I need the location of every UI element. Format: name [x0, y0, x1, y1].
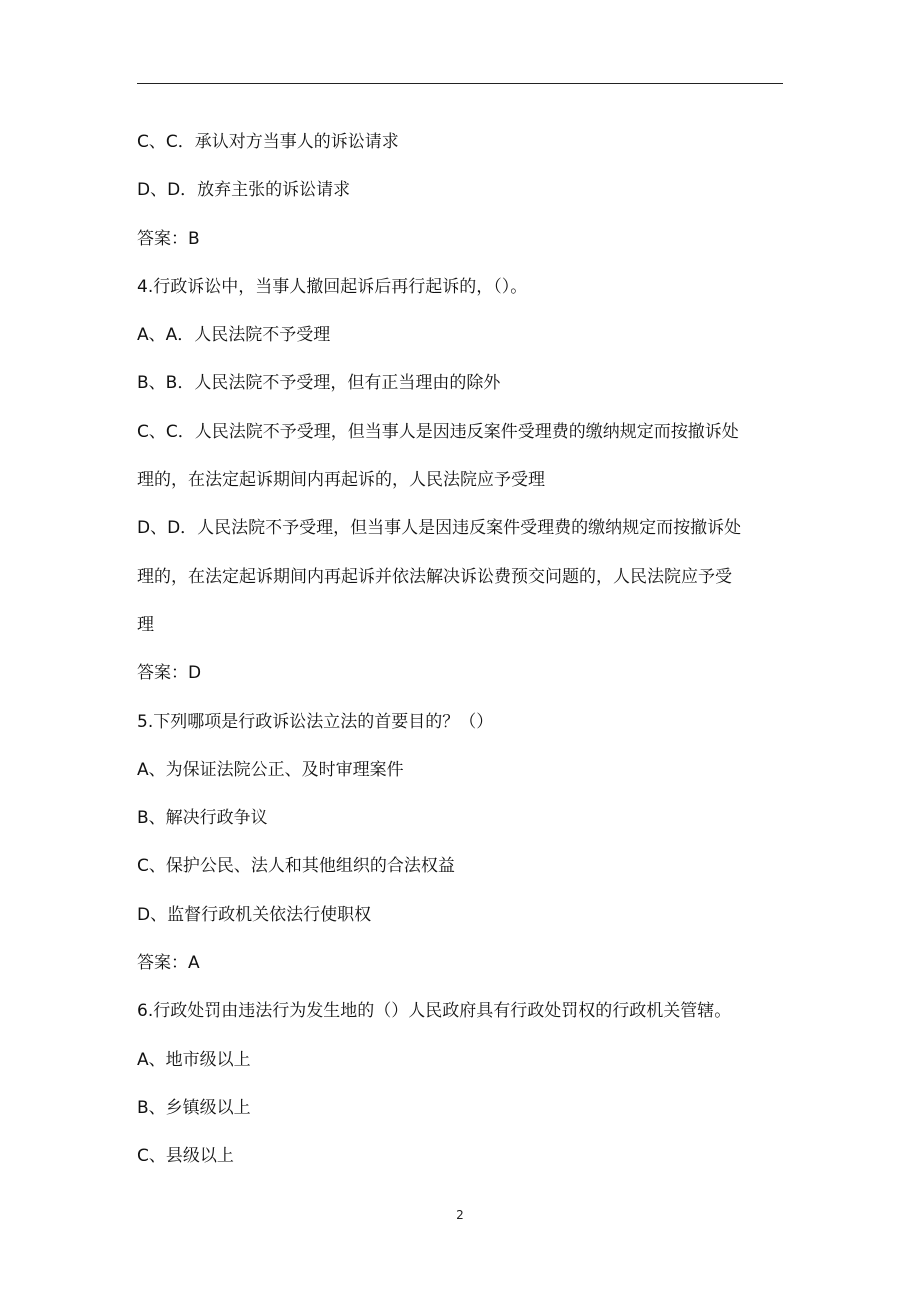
answer-5: 答案：A	[137, 953, 200, 974]
document-body	[137, 118, 785, 1181]
option-4c-line-2: 理的，在法定起诉期间内再起诉的，人民法院应予受理	[137, 470, 545, 491]
option-6a: A、地市级以上	[137, 1049, 251, 1070]
question-5: 5.下列哪项是行政诉讼法立法的首要目的？（）	[137, 711, 494, 732]
option-4c-line-1: C、C．人民法院不予受理，但当事人是因违反案件受理费的缴纳规定而按撤诉处	[137, 421, 739, 442]
page-number: 2	[456, 1208, 464, 1222]
option-3c: C、C．承认对方当事人的诉讼请求	[137, 132, 399, 152]
answer-3: 答案：B	[137, 228, 200, 249]
option-5a: A、为保证法院公正、及时审理案件	[137, 759, 404, 780]
option-6c: C、县级以上	[137, 1146, 234, 1167]
option-4b: B、B．人民法院不予受理，但有正当理由的除外	[137, 373, 501, 394]
option-4d-line-2: 理的，在法定起诉期间内再起诉并依法解决诉讼费预交问题的，人民法院应予受	[137, 566, 732, 587]
option-5b: B、解决行政争议	[137, 808, 268, 829]
option-5d: D、监督行政机关依法行使职权	[137, 904, 372, 925]
question-6: 6.行政处罚由违法行为发生地的（）人民政府具有行政处罚权的行政机关管辖。	[137, 1001, 732, 1022]
option-6b: B、乡镇级以上	[137, 1097, 251, 1118]
option-5c: C、保护公民、法人和其他组织的合法权益	[137, 856, 455, 877]
option-4d-line-1: D、D．人民法院不予受理，但当事人是因违反案件受理费的缴纳规定而按撤诉处	[137, 518, 742, 539]
option-4a: A、A．人民法院不予受理	[137, 325, 331, 346]
answer-4: 答案：D	[137, 663, 202, 684]
header-rule	[137, 83, 783, 84]
option-4d-line-3: 理	[137, 614, 154, 635]
option-3d: D、D．放弃主张的诉讼请求	[137, 180, 351, 201]
question-4: 4.行政诉讼中，当事人撤回起诉后再行起诉的，（）。	[137, 276, 528, 297]
